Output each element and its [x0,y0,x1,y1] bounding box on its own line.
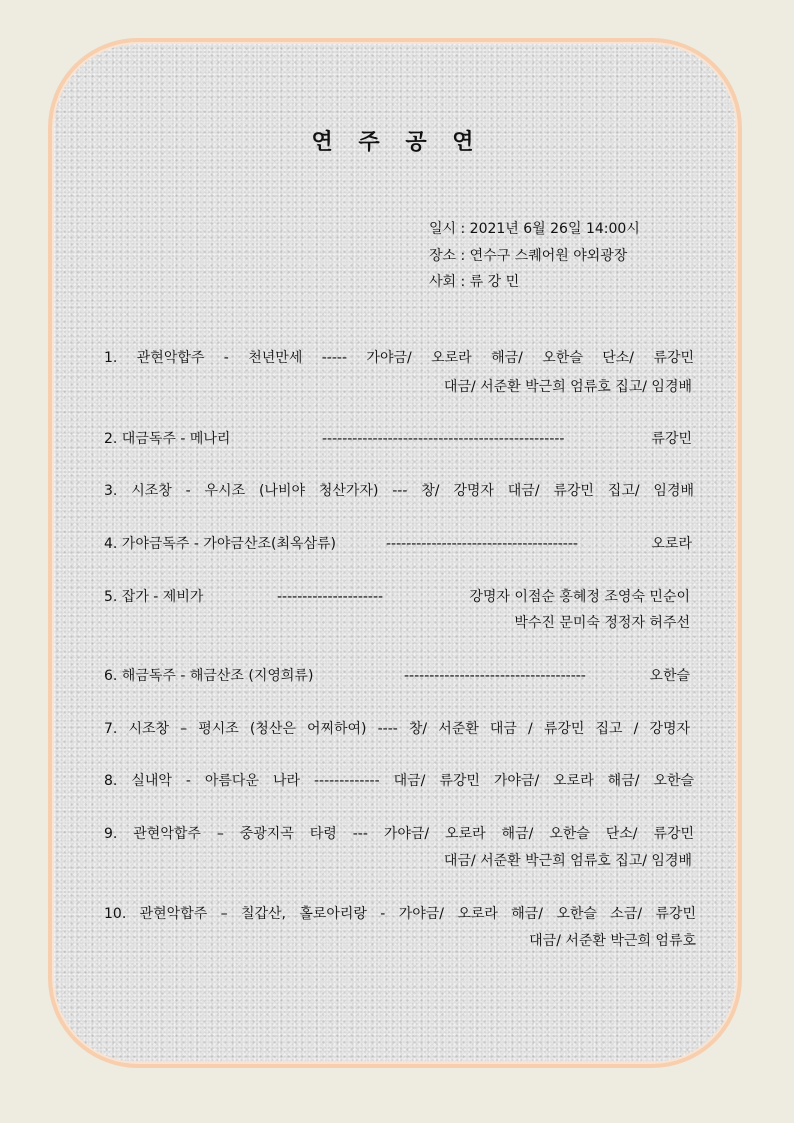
program-item-2-dashes: ------------------------------------------------ [322,431,565,447]
program-item-8: 8. 실내악 - 아름다운 나라 ------------- 대금/ 류강민 가야금/ 오로라 해금/ 오한슬 [104,773,694,789]
program-item-4: 4. 가야금독주 - 가야금산조(최옥삼류) [104,536,337,552]
program-item-9-line2: 대금/ 서준환 박근희 엄류호 집고/ 임경배 [443,853,692,869]
page-title: 연 주 공 연 [311,130,483,155]
program-item-3: 3. 시조창 - 우시조 (나비야 청산가자) --- 창/ 강명자 대금/ 류강민 집고/ 임경배 [104,483,694,499]
event-place: 장소 : 연수구 스퀘어원 야외광장 [429,247,628,264]
program-item-6-dashes: ------------------------------------ [404,668,586,684]
program-item-10: 10. 관현악합주 – 칠갑산, 홀로아리랑 - 가야금/ 오로라 해금/ 오한슬 소금/ 류강민 [104,906,696,922]
program-item-7: 7. 시조창 – 평시조 (청산은 어찌하여) ---- 창/ 서준환 대금 / 류강민 집고 / 강명자 [104,721,690,737]
event-date: 일시 : 2021년 6월 26일 14:00시 [429,221,640,237]
event-host: 사회 : 류 강 민 [429,274,520,290]
program-item-5-performers: 강명자 이점순 홍혜정 조영숙 민순이 [469,589,690,605]
program-item-10-line2: 대금/ 서준환 박근희 엄류호 [529,933,696,949]
program-item-1: 1. 관현악합주 - 천년만세 ----- 가야금/ 오로라 해금/ 오한슬 단소/ 류강민 [104,350,694,366]
program-item-1-line2: 대금/ 서준환 박근희 엄류호 집고/ 임경배 [443,379,692,395]
program-item-5-dashes: --------------------- [277,589,384,605]
program-item-5: 5. 잡가 - 제비가 [104,589,204,605]
program-item-2-performer: 류강민 [651,431,692,447]
program-item-4-dashes: -------------------------------------- [386,536,578,552]
program-item-4-performer: 오로라 [651,536,692,552]
program-item-6: 6. 해금독주 - 해금산조 (지영희류) [104,668,314,684]
program-item-6-performer: 오한슬 [649,668,690,684]
program-item-5-line2: 박수진 문미숙 정정자 허주선 [514,615,690,631]
event-info [429,216,640,296]
program-item-9: 9. 관현악합주 – 중광지곡 타령 --- 가야금/ 오로라 해금/ 오한슬 단소/ 류강민 [104,826,694,842]
program-item-2: 2. 대금독주 - 메나리 [104,431,231,447]
